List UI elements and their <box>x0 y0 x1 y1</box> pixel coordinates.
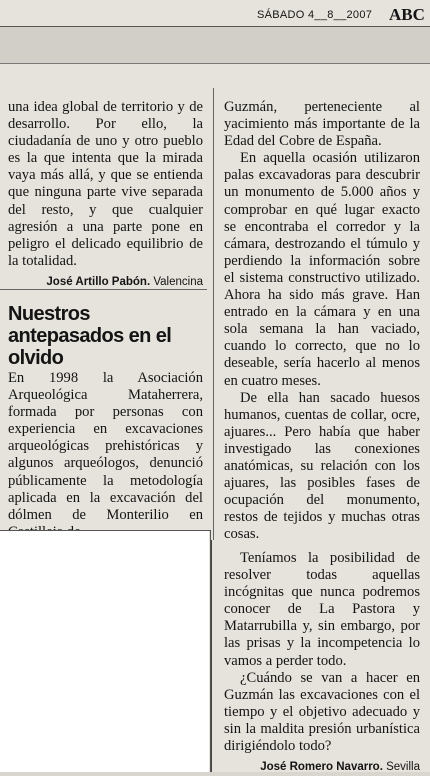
letter2-paragraph2: En aquella ocasión utilizaron palas excavadoras para descubrir un monumento de 5.000 años y comprobar en qué lugar exacto se encontraba el corredor y la cámara, destrozando el túmulo y perdiendo la información sobre el sistema constructivo utilizado. Ahora ha sido más grave. Han entrado en la cámara y en una sola semana la han vaciado, cuando lo correcto, que no lo deseable, sería hacerlo al menos en cuatro meses. <box>224 150 420 389</box>
blank-area-right-shadow <box>211 540 212 772</box>
column-rule <box>213 88 214 540</box>
letter2-right-column <box>224 99 420 543</box>
header-band <box>0 27 430 63</box>
letter2-paragraph1-part2: Guzmán, perteneciente al yacimiento más importante de la Edad del Cobre de España. <box>224 99 420 150</box>
band-rule <box>0 63 430 64</box>
letter2-signature <box>224 759 420 776</box>
blank-area <box>0 530 209 772</box>
letter1-author: José Artillo Pabón. <box>46 275 151 288</box>
letter-separator <box>0 289 207 290</box>
letter1-city: Valencina <box>153 275 203 288</box>
letter2-paragraph5: ¿Cuándo se van a hacer en Guzmán las excavaciones con el tiempo y el objetivo adecuado y sin la maldita presión urbanística dirigiéndolo todo? <box>224 669 420 755</box>
issue-date: SÁBADO 4__8__2007 <box>257 9 373 21</box>
letter2-paragraph4: Teníamos la posibilidad de resolver todas aquellas incógnitas que nunca podremos conocer de La Pastora y Matarrubilla y, sin embargo, por las prisas y la incompetencia lo vamos a perder todo. <box>224 550 420 669</box>
letter2-headline: Nuestros antepasados en el olvido <box>8 303 172 369</box>
blank-area-top-edge <box>0 530 211 531</box>
masthead <box>0 0 430 26</box>
letter2-city: Sevilla <box>386 761 420 774</box>
letter2-right-column-bottom <box>224 550 420 776</box>
letter2-paragraph1-part1: En 1998 la Asociación Arqueológica Mataherrera, formada por personas con experiencia en excavaciones arqueológicas prehistóricas y algunos arqueólogos, denunció públicamente la metodología aplicada en la excavación del dólmen de Monterilio en <box>8 370 203 523</box>
letter1-text: una idea global de territorio y de desarrollo. Por ello, la ciudadanía de uno y otro pueblo es la que intenta que la mirada vaya más allá, y que se entienda que ninguna parte vive separada del resto, y que cualquier agresión a una parte pone en peligro el delicado equilibrio de la totalidad. <box>8 99 203 269</box>
letter1-body <box>8 99 203 291</box>
letter2-left-column <box>8 370 203 541</box>
letter2-author: José Romero Navarro. <box>260 761 383 774</box>
letter2-paragraph3: De ella han sacado huesos humanos, cuentas de collar, ocre, ajuares... Pero había que haber investigado las conexiones anatómicas, su relación con los ajuares, las posibles fases de ocupación del monumento, restos de tejidos y muchas otras cosas. <box>224 389 420 543</box>
newspaper-logo: ABC <box>389 5 425 24</box>
